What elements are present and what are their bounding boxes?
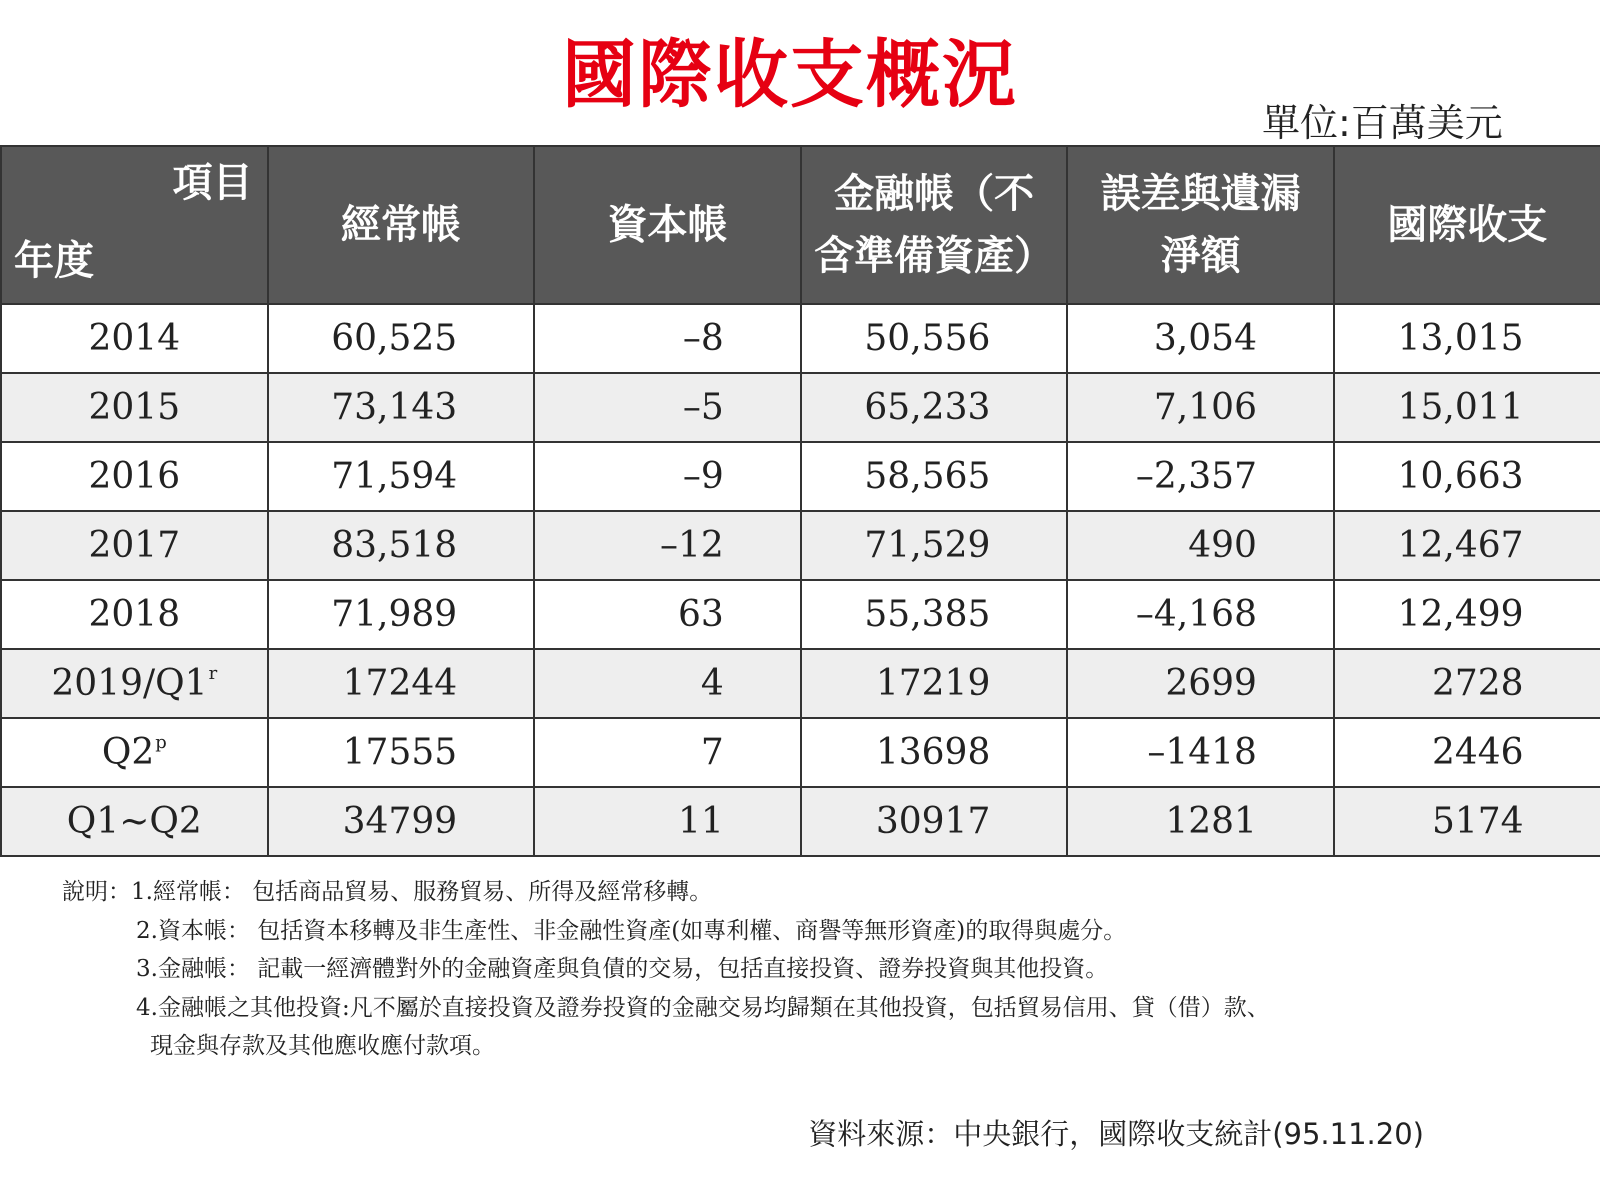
errors-omissions-cell: –4,168	[1067, 580, 1334, 649]
capital-account-cell: 4	[534, 649, 801, 718]
financial-account-cell: 30917	[801, 787, 1068, 856]
note-line: 說明：1.經常帳： 包括商品貿易、服務貿易、所得及經常移轉。	[62, 879, 713, 905]
table-row	[1, 649, 1600, 718]
table-row	[1, 304, 1600, 373]
capital-account-cell: –9	[534, 442, 801, 511]
current-account-cell: 34799	[268, 787, 535, 856]
page-title: 國際收支概況	[562, 32, 1018, 118]
year-label: 2015	[88, 387, 181, 428]
header-errors-omissions-line2: 淨額	[1160, 233, 1241, 279]
errors-omissions-cell: 2699	[1067, 649, 1334, 718]
header-financial-account-line1: 金融帳（不	[834, 171, 1035, 217]
corner-header-cell	[1, 146, 268, 304]
table-row	[1, 580, 1600, 649]
corner-year-label: 年度	[14, 238, 94, 284]
note-line: 2.資本帳： 包括資本移轉及非生產性、非金融性資產(如專利權、商譽等無形資產)的取得與處分。	[136, 917, 1127, 944]
errors-omissions-cell: 1281	[1067, 787, 1334, 856]
capital-account-cell: –12	[534, 511, 801, 580]
header-errors-omissions	[1067, 146, 1334, 304]
unit-label: 單位:百萬美元	[1262, 101, 1503, 145]
corner-item-label: 項目	[172, 160, 253, 206]
balance-of-payments-cell: 2728	[1334, 649, 1600, 718]
year-label: 2016	[88, 456, 181, 497]
capital-account-cell: 7	[534, 718, 801, 787]
year-label: 2018	[88, 594, 181, 635]
note-line: 現金與存款及其他應收應付款項。	[150, 1033, 495, 1059]
header-balance-of-payments	[1334, 146, 1600, 304]
year-label: 2014	[88, 318, 181, 359]
table-row	[1, 787, 1600, 856]
current-account-cell: 83,518	[268, 511, 535, 580]
year-cell	[1, 787, 268, 856]
balance-of-payments-cell: 10,663	[1334, 442, 1600, 511]
note-line: 4.金融帳之其他投資:凡不屬於直接投資及證券投資的金融交易均歸類在其他投資，包括貿易信用、貸（借）款、	[136, 994, 1270, 1021]
header-current-account	[268, 146, 535, 304]
balance-of-payments-cell: 12,467	[1334, 511, 1600, 580]
current-account-cell: 71,989	[268, 580, 535, 649]
financial-account-cell: 13698	[801, 718, 1068, 787]
capital-account-cell: 63	[534, 580, 801, 649]
table-header-row	[1, 146, 1600, 304]
year-label: Q2	[101, 732, 155, 773]
header-capital-account-label: 資本帳	[607, 202, 728, 248]
year-cell	[1, 442, 268, 511]
table-row	[1, 442, 1600, 511]
note-line: 3.金融帳： 記載一經濟體對外的金融資產與負債的交易，包括直接投資、證券投資與其他投資。	[136, 956, 1109, 982]
balance-of-payments-cell: 5174	[1334, 787, 1600, 856]
errors-omissions-cell: –1418	[1067, 718, 1334, 787]
year-cell	[1, 511, 268, 580]
balance-of-payments-cell: 13,015	[1334, 304, 1600, 373]
year-cell	[1, 580, 268, 649]
capital-account-cell: –8	[534, 304, 801, 373]
table-body	[1, 304, 1600, 856]
errors-omissions-cell: –2,357	[1067, 442, 1334, 511]
table-row	[1, 718, 1600, 787]
source-citation: 資料來源：中央銀行，國際收支統計(95.11.20)	[808, 1117, 1424, 1151]
notes-section	[62, 873, 1270, 1066]
errors-omissions-cell: 490	[1067, 511, 1334, 580]
header-capital-account	[534, 146, 801, 304]
current-account-cell: 17555	[268, 718, 535, 787]
year-label: Q1~Q2	[66, 801, 202, 842]
year-cell	[1, 373, 268, 442]
year-superscript: p	[155, 732, 167, 753]
current-account-cell: 60,525	[268, 304, 535, 373]
financial-account-cell: 71,529	[801, 511, 1068, 580]
errors-omissions-cell: 7,106	[1067, 373, 1334, 442]
header-financial-account	[801, 146, 1068, 304]
current-account-cell: 17244	[268, 649, 535, 718]
year-cell	[1, 649, 268, 718]
financial-account-cell: 55,385	[801, 580, 1068, 649]
year-cell	[1, 718, 268, 787]
header-financial-account-line2: 含準備資產）	[814, 233, 1055, 279]
table-row	[1, 373, 1600, 442]
header-balance-of-payments-label: 國際收支	[1387, 202, 1548, 248]
balance-of-payments-cell: 15,011	[1334, 373, 1600, 442]
current-account-cell: 71,594	[268, 442, 535, 511]
bop-table	[0, 145, 1600, 857]
year-label: 2017	[88, 525, 181, 566]
current-account-cell: 73,143	[268, 373, 535, 442]
financial-account-cell: 58,565	[801, 442, 1068, 511]
header-current-account-label: 經常帳	[340, 202, 461, 248]
year-superscript: r	[208, 663, 218, 684]
balance-of-payments-cell: 2446	[1334, 718, 1600, 787]
year-label: 2019/Q1	[51, 663, 208, 704]
capital-account-cell: –5	[534, 373, 801, 442]
financial-account-cell: 17219	[801, 649, 1068, 718]
year-cell	[1, 304, 268, 373]
table-row	[1, 511, 1600, 580]
errors-omissions-cell: 3,054	[1067, 304, 1334, 373]
financial-account-cell: 65,233	[801, 373, 1068, 442]
header-errors-omissions-line1: 誤差與遺漏	[1100, 171, 1301, 217]
financial-account-cell: 50,556	[801, 304, 1068, 373]
capital-account-cell: 11	[534, 787, 801, 856]
balance-of-payments-cell: 12,499	[1334, 580, 1600, 649]
